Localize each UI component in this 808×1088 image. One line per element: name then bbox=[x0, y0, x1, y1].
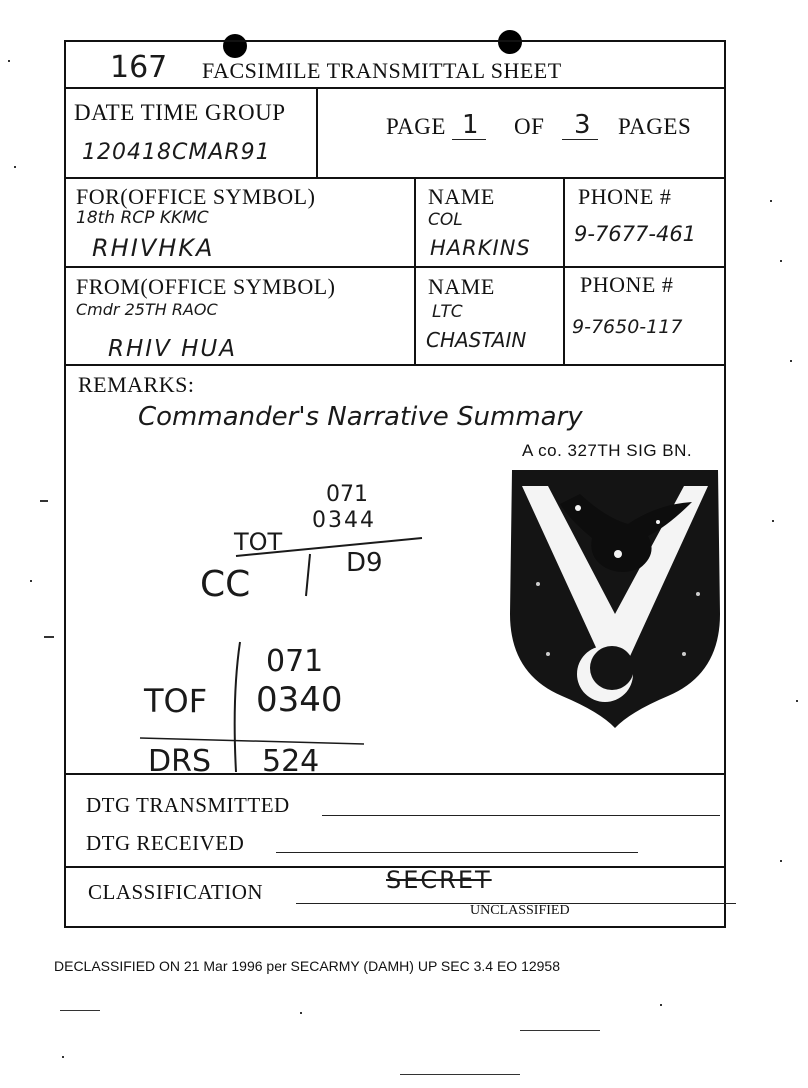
page-total-underline bbox=[562, 139, 598, 140]
page-prefix: PAGE bbox=[386, 114, 446, 139]
for-rank: COL bbox=[428, 210, 463, 230]
row-divider bbox=[64, 266, 726, 268]
dtg-value: 120418CMAR91 bbox=[82, 140, 271, 165]
for-name: HARKINS bbox=[430, 236, 531, 260]
for-name-label: NAME bbox=[428, 184, 495, 209]
tot-code: D9 bbox=[346, 548, 383, 578]
unit-insignia-icon bbox=[508, 464, 722, 730]
from-unit: Cmdr 25TH RAOC bbox=[76, 300, 218, 319]
from-office-symbol: RHIV HUA bbox=[108, 336, 237, 362]
for-phone-label: PHONE # bbox=[578, 184, 672, 209]
column-divider bbox=[563, 177, 565, 364]
classification-label: CLASSIFICATION bbox=[88, 880, 264, 904]
page-of: OF bbox=[514, 114, 545, 139]
dtg-received-label: DTG RECEIVED bbox=[86, 831, 245, 855]
for-office-symbol: RHIVHKA bbox=[92, 234, 215, 262]
classification-current: UNCLASSIFIED bbox=[470, 903, 570, 918]
tof-time: 0340 bbox=[256, 680, 343, 720]
from-rank: LTC bbox=[432, 302, 463, 322]
page-suffix: PAGES bbox=[618, 114, 692, 139]
sheet-number: 167 bbox=[110, 50, 168, 85]
declassification-note: DECLASSIFIED ON 21 Mar 1996 per SECARMY (DAMH) UP SEC 3.4 EO 12958 bbox=[54, 958, 561, 974]
tot-cc: CC bbox=[200, 564, 251, 605]
from-name: CHASTAIN bbox=[426, 328, 527, 352]
dtg-transmitted-line bbox=[322, 815, 720, 816]
tot-strokes bbox=[226, 530, 426, 600]
row-divider bbox=[64, 177, 726, 179]
insignia-caption: A co. 327TH SIG BN. bbox=[522, 441, 693, 460]
dtg-transmitted-label: DTG TRANSMITTED bbox=[86, 793, 290, 817]
tot-label: TOT bbox=[234, 528, 283, 556]
from-name-label: NAME bbox=[428, 274, 495, 299]
classification-struck: SECRET bbox=[386, 866, 492, 894]
tot-time: 0344 bbox=[312, 508, 376, 533]
page-current-underline bbox=[452, 139, 486, 140]
drs-value: 524 bbox=[262, 744, 320, 779]
dtg-received-line bbox=[276, 852, 638, 853]
tof-label: TOF bbox=[144, 682, 208, 720]
tof-strokes bbox=[136, 636, 366, 776]
page-current: 1 bbox=[462, 110, 479, 140]
remarks-label: REMARKS: bbox=[78, 372, 195, 397]
sheet-title: FACSIMILE TRANSMITTAL SHEET bbox=[202, 58, 562, 83]
column-divider bbox=[414, 177, 416, 364]
from-phone-label: PHONE # bbox=[580, 272, 674, 297]
drs-label: DRS bbox=[148, 744, 211, 779]
column-divider bbox=[316, 87, 318, 177]
from-label: FROM(OFFICE SYMBOL) bbox=[76, 274, 336, 299]
for-phone: 9-7677-461 bbox=[574, 222, 697, 246]
page-total: 3 bbox=[574, 110, 591, 140]
row-divider bbox=[64, 364, 726, 366]
for-label: FOR(OFFICE SYMBOL) bbox=[76, 184, 316, 209]
row-divider bbox=[64, 87, 726, 89]
dtg-label: DATE TIME GROUP bbox=[74, 100, 286, 125]
remarks-text: Commander's Narrative Summary bbox=[138, 402, 583, 432]
tot-num: 071 bbox=[326, 482, 368, 507]
from-phone: 9-7650-117 bbox=[572, 316, 683, 338]
tof-num: 071 bbox=[266, 644, 324, 679]
for-unit: 18th RCP KKMC bbox=[76, 208, 209, 228]
